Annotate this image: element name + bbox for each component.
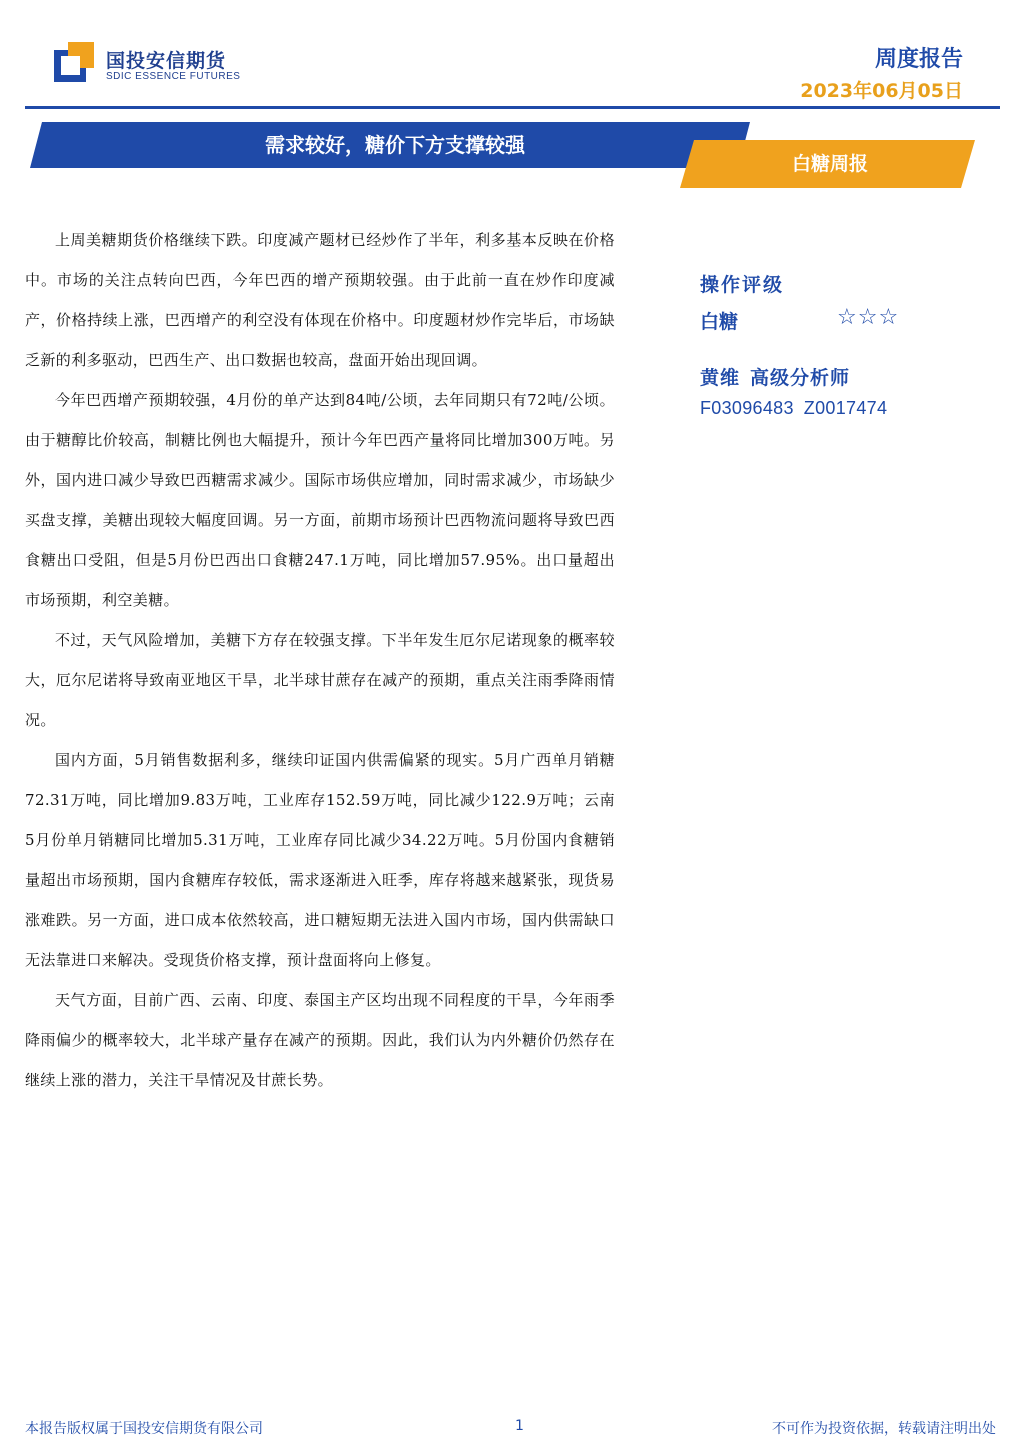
sidebar xyxy=(700,270,960,419)
license-number: Z0017474 xyxy=(803,398,888,418)
paragraph: 今年巴西增产预期较强，4月份的单产达到84吨/公顷，去年同期只有72吨/公顷。由于糖醇比价较高，制糖比例也大幅提升，预计今年巴西产量将同比增加300万吨。另外，国内进口减少导致巴西糖需求减少。国际市场供应增加，同时需求减少，市场缺少买盘支撑，美糖出现较大幅度回调。另一方面，前期市场预计巴西物流问题将导致巴西食糖出口受阻，但是5月份巴西出口食糖247.1万吨，同比增加57.95%。出口量超出市场预期，利空美糖。 xyxy=(25,391,615,609)
paragraph: 天气方面，目前广西、云南、印度、泰国主产区均出现不同程度的干旱，今年雨季降雨偏少的概率较大，北半球产量存在减产的预期。因此，我们认为内外糖价仍然存在继续上涨的潜力，关注干旱情况及甘蔗长势。 xyxy=(25,991,615,1089)
report-title: 需求较好，糖价下方支撑较强 xyxy=(265,133,525,157)
footer xyxy=(25,1418,1000,1440)
paragraph: 上周美糖期货价格继续下跌。印度减产题材已经炒作了半年，利多基本反映在价格中。市场的关注点转向巴西，今年巴西的增产预期较强。由于此前一直在炒作印度减产，价格持续上涨，巴西增产的利空没有体现在价格中。印度题材炒作完毕后，市场缺乏新的利多驱动，巴西生产、出口数据也较高，盘面开始出现回调。 xyxy=(25,231,615,369)
star-rating-icon: ☆☆☆ xyxy=(837,305,900,330)
footer-disclaimer: 不可作为投资依据，转载请注明出处 xyxy=(772,1421,996,1437)
analyst-name: 黄维 xyxy=(700,367,741,389)
page-number: 1 xyxy=(515,1418,524,1434)
analyst-role: 高级分析师 xyxy=(750,367,851,389)
analyst-license xyxy=(700,398,960,419)
logo-text-cn: 国投安信期货 xyxy=(106,50,227,72)
rating-product: 白糖 xyxy=(700,311,739,333)
footer-copyright: 本报告版权属于国投安信期货有限公司 xyxy=(25,1421,263,1437)
report-body xyxy=(25,220,615,1100)
analyst-info xyxy=(700,363,960,390)
report-type: 周度报告 xyxy=(874,47,963,72)
license-number: F03096483 xyxy=(700,398,794,418)
header-divider xyxy=(25,106,1000,109)
rating-title: 操作评级 xyxy=(700,274,785,296)
logo-mark-icon xyxy=(54,42,94,82)
logo-text-en: SDIC ESSENCE FUTURES xyxy=(106,71,241,82)
paragraph: 不过，天气风险增加，美糖下方存在较强支撑。下半年发生厄尔尼诺现象的概率较大，厄尔尼诺将导致南亚地区干旱，北半球甘蔗存在减产的预期，重点关注雨季降雨情况。 xyxy=(25,631,615,729)
paragraph: 国内方面，5月销售数据利多，继续印证国内供需偏紧的现实。5月广西单月销糖72.31万吨，同比增加9.83万吨，工业库存152.59万吨，同比减少122.9万吨；云南5月份单月销糖同比增加5.31万吨，工业库存同比减少34.22万吨。5月份国内食糖销量超出市场预期，国内食糖库存较低，需求逐渐进入旺季，库存将越来越紧张，现货易涨难跌。另一方面，进口成本依然较高，进口糖短期无法进入国内市场，国内供需缺口无法靠进口来解决。受现货价格支撑，预计盘面将向上修复。 xyxy=(25,751,615,969)
rating-row xyxy=(700,307,960,335)
report-category-tag: 白糖周报 xyxy=(791,153,868,175)
report-date: 2023年06月05日 xyxy=(800,80,963,102)
company-logo xyxy=(50,40,310,90)
